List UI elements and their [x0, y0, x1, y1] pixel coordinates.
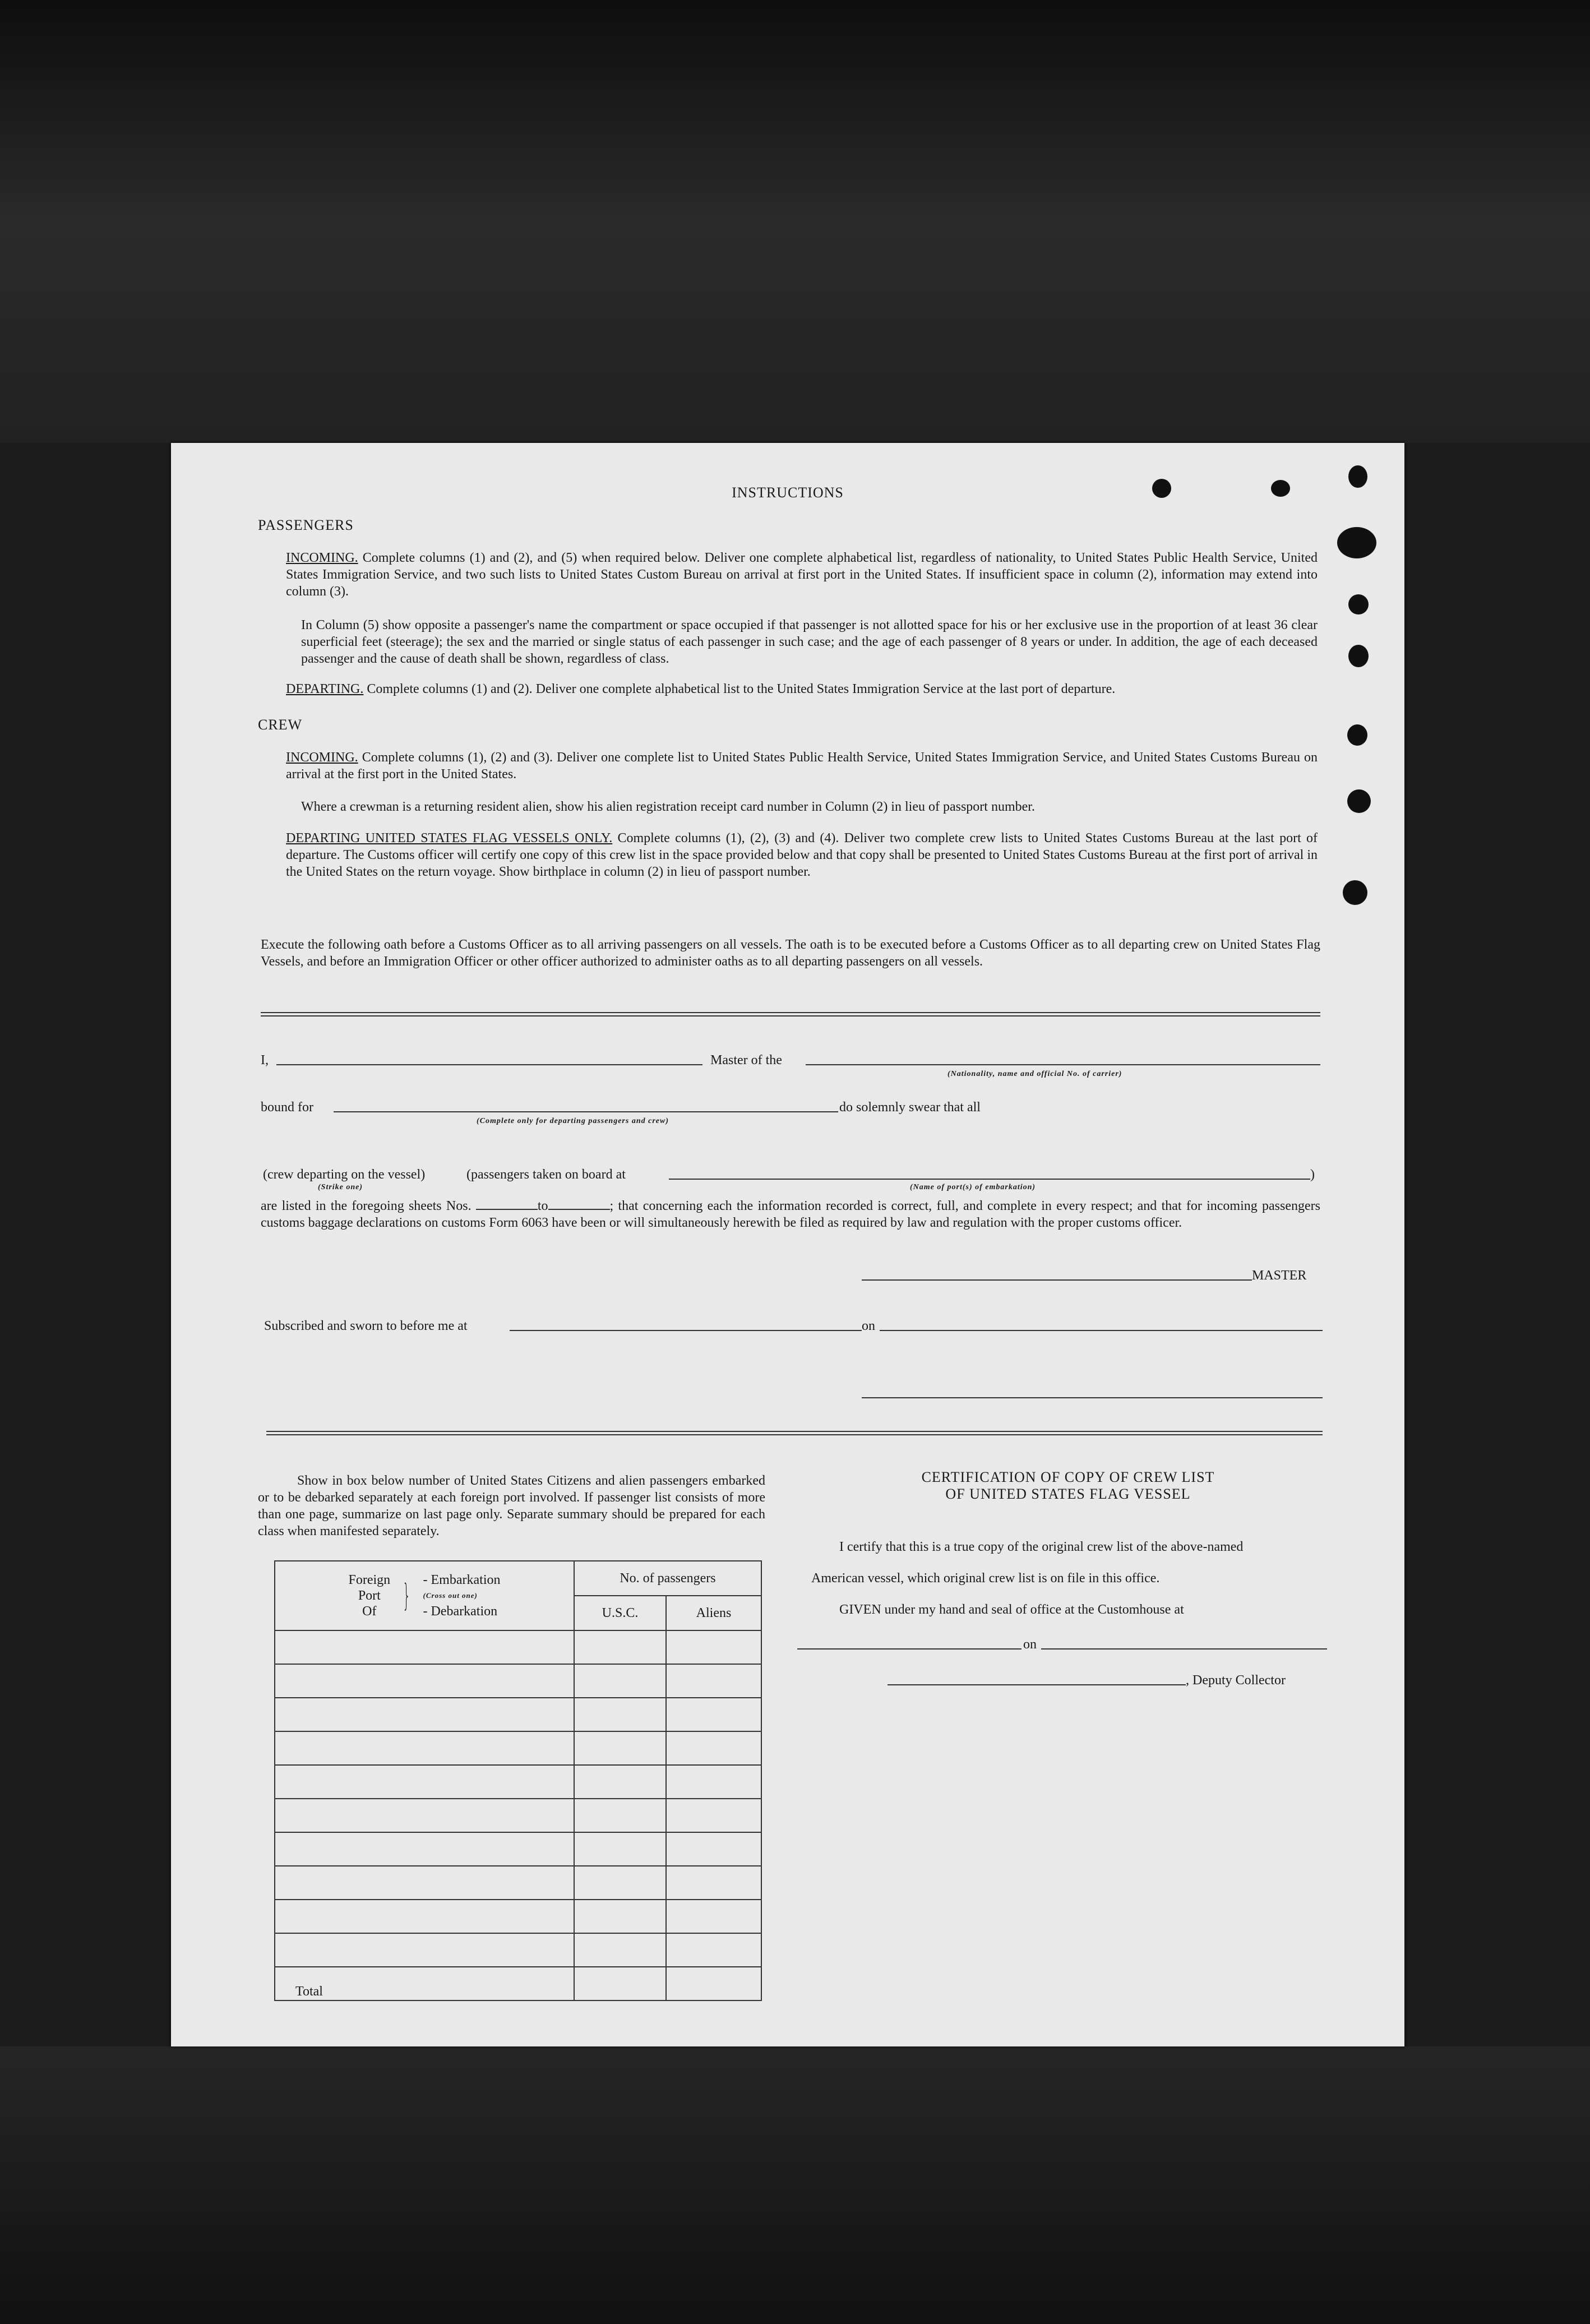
customhouse-field[interactable] — [797, 1648, 1022, 1650]
sworn-date-field[interactable] — [880, 1330, 1323, 1331]
debarkation-label: - Debarkation — [423, 1604, 498, 1619]
instructions-title: INSTRUCTIONS — [732, 484, 844, 501]
nationality-note: (Nationality, name and official No. of carrier) — [947, 1070, 1122, 1078]
oath-intro-paragraph — [261, 936, 1320, 970]
usc-header: U.S.C. — [574, 1596, 666, 1630]
master-signature-field[interactable] — [862, 1279, 1252, 1281]
vessel-name-field[interactable] — [806, 1064, 1320, 1065]
certification-title-line2: OF UNITED STATES FLAG VESSEL — [945, 1486, 1191, 1502]
column5-paragraph — [301, 617, 1318, 667]
passengers-departing-label: DEPARTING. — [286, 682, 364, 696]
punch-hole — [1347, 724, 1367, 746]
close-paren: ) — [1310, 1167, 1315, 1182]
aliens-header: Aliens — [666, 1596, 761, 1630]
section-divider — [261, 1012, 1320, 1017]
crew-incoming-label: INCOMING. — [286, 750, 358, 765]
scan-background-bottom — [0, 2046, 1590, 2324]
listed-paragraph — [261, 1198, 1320, 1231]
punch-hole — [1348, 645, 1369, 667]
strike-one-note: (Strike one) — [318, 1183, 363, 1191]
passengers-incoming-text: Complete columns (1) and (2), and (5) when required below. Deliver one complete alphabetical list, regardless of nationality, to United States Public Health Service, United States Immigration Service, and two such lists to United States Custom Bureau on arrival at first port in the United States. If insufficient space in column (2), information may extend into column (3). — [286, 551, 1318, 599]
crew-heading: CREW — [258, 717, 303, 733]
column5-text: In Column (5) show opposite a passenger's name the compartment or space occupied if that passenger is not allotted space for his or her exclusive use in the proportion of at least 36 clear superficial feet (steerage); the sex and the married or single status of each passenger in such case; and the age of each passenger of 8 years or under. In addition, the age of each deceased passenger and the cause of death shall be shown, regardless of class. — [301, 618, 1318, 666]
oath-i-label: I, — [261, 1053, 269, 1068]
scan-background-top — [0, 0, 1590, 443]
table-row[interactable] — [275, 1832, 761, 1866]
of-label: Of — [362, 1604, 377, 1619]
complete-only-note: (Complete only for departing passengers and crew) — [477, 1117, 669, 1125]
table-row[interactable] — [275, 1698, 761, 1731]
passengers-departing-text: Complete columns (1) and (2). Deliver one complete alphabetical list to the United States Immigration Service at the last port of departure. — [367, 682, 1116, 696]
resident-alien-paragraph — [301, 798, 1318, 815]
passengers-heading: PASSENGERS — [258, 517, 354, 533]
table-row[interactable] — [275, 1866, 761, 1900]
ports-of-embarkation-field[interactable] — [669, 1179, 1310, 1180]
no-passengers-header: No. of passengers — [574, 1561, 761, 1596]
table-row[interactable] — [275, 1933, 761, 1967]
master-of-the-label: Master of the — [710, 1053, 782, 1068]
passengers-incoming-paragraph — [286, 549, 1318, 600]
table-row[interactable] — [275, 1900, 761, 1933]
passengers-departing-paragraph — [286, 681, 1318, 697]
sworn-place-field[interactable] — [510, 1330, 862, 1331]
punch-hole — [1343, 880, 1367, 905]
punch-hole — [1337, 527, 1376, 558]
certification-on-label: on — [1023, 1637, 1037, 1652]
deputy-collector-signature-field[interactable] — [888, 1684, 1186, 1685]
resident-alien-text: Where a crewman is a returning resident alien, show his alien registration receipt card number in Column (2) in lieu of passport number. — [301, 800, 1035, 814]
officer-signature-field[interactable] — [862, 1397, 1323, 1398]
bracket-glyph: } — [403, 1578, 411, 1613]
bound-for-field[interactable] — [334, 1111, 838, 1112]
sheet-to-field[interactable] — [548, 1198, 610, 1210]
sworn-on-label: on — [862, 1319, 875, 1333]
punch-hole — [1347, 789, 1371, 813]
certification-date-field[interactable] — [1041, 1648, 1327, 1650]
foreign-label: Foreign — [348, 1573, 391, 1587]
table-row[interactable] — [275, 1731, 761, 1765]
passengers-taken-option: (passengers taken on board at — [466, 1167, 626, 1182]
section-divider — [266, 1431, 1323, 1435]
master-name-field[interactable] — [276, 1064, 702, 1065]
oath-intro-text: Execute the following oath before a Customs Officer as to all arriving passengers on all vessels. The oath is to be executed before a Customs Officer as to all departing crew on United States Flag Vessels, and before an Immigration Officer or other officer authorized to administer oaths as to all departing passengers on all vessels. — [261, 937, 1320, 969]
ports-note: (Name of port(s) of embarkation) — [910, 1183, 1036, 1191]
solemnly-swear-label: do solemnly swear that all — [839, 1100, 981, 1115]
total-row[interactable] — [275, 1967, 761, 2000]
crew-departing-paragraph — [286, 830, 1318, 880]
to-label: to — [537, 1199, 548, 1213]
certification-line1: I certify that this is a true copy of the original crew list of the above-named — [839, 1540, 1244, 1554]
crew-departing-text: Complete columns (1), (2), (3) and (4). Deliver two complete crew lists to United States Customs Bureau at the last port of departure. The Customs officer will certify one copy of this crew list in the space provided below and that copy shall be presented to United States Customs Bureau at the first port of arrival in the United States on the return voyage. Show birthplace in column (2) in lieu of passport number. — [286, 831, 1318, 879]
crew-incoming-text: Complete columns (1), (2) and (3). Deliver one complete list to United States Public Health Service, United States Immigration Service, and United States Customs Bureau on arrival at the first port in the United States. — [286, 750, 1318, 782]
port-header-cell — [275, 1561, 574, 1630]
summary-intro-text: Show in box below number of United States Citizens and alien passengers embarked or to be debarked separately at each foreign port involved. If passenger list consists of more than one page, summarize on last page only. Separate summary should be prepared for each class when manifested separately. — [258, 1473, 765, 1538]
subscribed-label: Subscribed and sworn to before me at — [264, 1319, 468, 1333]
passengers-incoming-label: INCOMING. — [286, 551, 358, 565]
listed-rest: ; that concerning each the information recorded is correct, full, and complete in every respect; and that for incoming passengers customs baggage declarations on customs Form 6063 have been or will simultaneously herewith be filed as required by law and regulation with the proper customs officer. — [261, 1199, 1320, 1230]
listed-prefix: are listed in the foregoing sheets Nos. — [261, 1199, 472, 1213]
crew-departing-label: DEPARTING UNITED STATES FLAG VESSELS ONLY. — [286, 831, 613, 845]
bound-for-label: bound for — [261, 1100, 313, 1115]
port-label: Port — [358, 1588, 381, 1603]
form-sheet — [171, 443, 1404, 2046]
punch-hole — [1348, 594, 1369, 615]
certification-title-line1: CERTIFICATION OF COPY OF CREW LIST — [921, 1469, 1215, 1485]
passenger-summary-table — [274, 1560, 762, 2001]
crew-incoming-paragraph — [286, 749, 1318, 783]
deputy-collector-label: , Deputy Collector — [1186, 1673, 1286, 1688]
sheet-from-field[interactable] — [476, 1198, 538, 1210]
table-row[interactable] — [275, 1799, 761, 1832]
embarkation-label: - Embarkation — [423, 1573, 501, 1587]
certification-line2: American vessel, which original crew list is on file in this office. — [811, 1571, 1160, 1586]
table-row[interactable] — [275, 1630, 761, 1664]
master-label: MASTER — [1252, 1268, 1307, 1283]
summary-intro-paragraph — [258, 1472, 765, 1540]
cross-out-note: (Cross out one) — [423, 1591, 478, 1600]
crew-departing-option: (crew departing on the vessel) — [263, 1167, 426, 1182]
table-row[interactable] — [275, 1664, 761, 1698]
table-row[interactable] — [275, 1765, 761, 1799]
total-label: Total — [275, 1967, 574, 2000]
certification-line3: GIVEN under my hand and seal of office at the Customhouse at — [839, 1602, 1184, 1617]
